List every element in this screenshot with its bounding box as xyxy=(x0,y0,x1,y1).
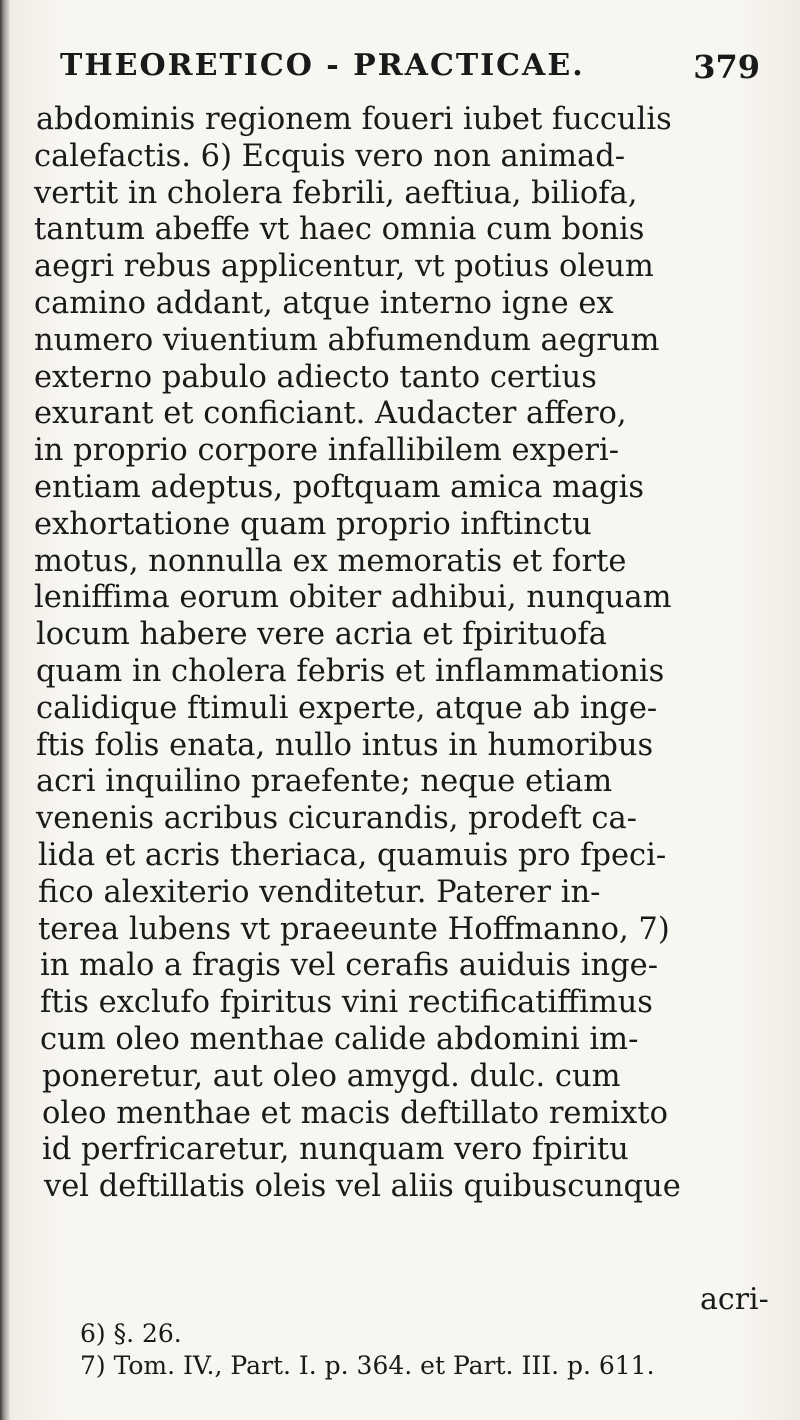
text-line: ftis folis enata, nullo intus in humoribus xyxy=(36,727,654,763)
text-line: numero viuentium abfumendum aegrum xyxy=(34,322,660,358)
text-line: terea lubens vt praeeunte Hoffmanno, 7) xyxy=(38,911,670,947)
text-line: aegri rebus applicentur, vt potius oleum xyxy=(34,249,654,285)
text-line: abdominis regionem foueri iubet fucculis xyxy=(36,102,672,137)
text-line: in proprio corpore infallibilem experi- xyxy=(34,433,620,469)
text-line: vel deftillatis oleis vel aliis quibuscunque xyxy=(44,1169,681,1205)
text-line: cum oleo menthae calide abdomini im- xyxy=(40,1021,639,1057)
text-line: fico alexiterio venditetur. Paterer in- xyxy=(38,874,601,910)
footnote: 6) §. 26. xyxy=(80,1319,182,1348)
text-line: in malo a fragis vel cerafis auiduis inge- xyxy=(40,948,659,984)
text-line: vertit in cholera febrili, aeftiua, biliofa, xyxy=(34,175,638,211)
text-line: quam in cholera febris et inflammationis xyxy=(36,653,665,689)
text-line: exhortatione quam proprio inftinctu xyxy=(34,506,592,542)
text-line: motus, nonnulla ex memoratis et forte xyxy=(34,543,627,579)
footnotes xyxy=(80,1318,770,1382)
footnote: 7) Tom. IV., Part. I. p. 364. et Part. III. p. 611. xyxy=(80,1351,655,1380)
page-number: 379 xyxy=(693,48,760,86)
body-text xyxy=(20,102,800,1206)
text-line: id perfricaretur, nunquam vero fpiritu xyxy=(42,1132,629,1168)
text-line: oleo menthae et macis deftillato remixto xyxy=(42,1095,668,1131)
text-line: tantum abeffe vt haec omnia cum bonis xyxy=(34,212,645,248)
binding-gutter xyxy=(0,0,10,1420)
text-line: lida et acris theriaca, quamuis pro fpeci- xyxy=(38,837,667,873)
text-line: camino addant, atque interno igne ex xyxy=(34,285,614,321)
page-header xyxy=(60,48,760,98)
text-line: calidique ftimuli experte, atque ab inge- xyxy=(36,690,658,726)
running-title: THEORETICO - PRACTICAE. xyxy=(60,48,585,83)
text-line: ftis exclufo fpiritus vini rectificatiffimus xyxy=(40,985,653,1021)
text-line: calefactis. 6) Ecquis vero non animad- xyxy=(34,138,626,174)
text-line: externo pabulo adiecto tanto certius xyxy=(34,359,597,395)
text-line: acri inquilino praefente; neque etiam xyxy=(36,764,613,800)
text-line: venenis acribus cicurandis, prodeft ca- xyxy=(36,801,637,837)
text-line: poneretur, aut oleo amygd. dulc. cum xyxy=(42,1058,621,1094)
text-line: leniffima eorum obiter adhibui, nunquam xyxy=(34,580,672,616)
text-line: entiam adeptus, poftquam amica magis xyxy=(34,469,644,505)
text-line: exurant et conficiant. Audacter affero, xyxy=(34,396,627,432)
catchword: acri- xyxy=(700,1282,769,1317)
text-line: locum habere vere acria et fpirituofa xyxy=(36,617,607,653)
